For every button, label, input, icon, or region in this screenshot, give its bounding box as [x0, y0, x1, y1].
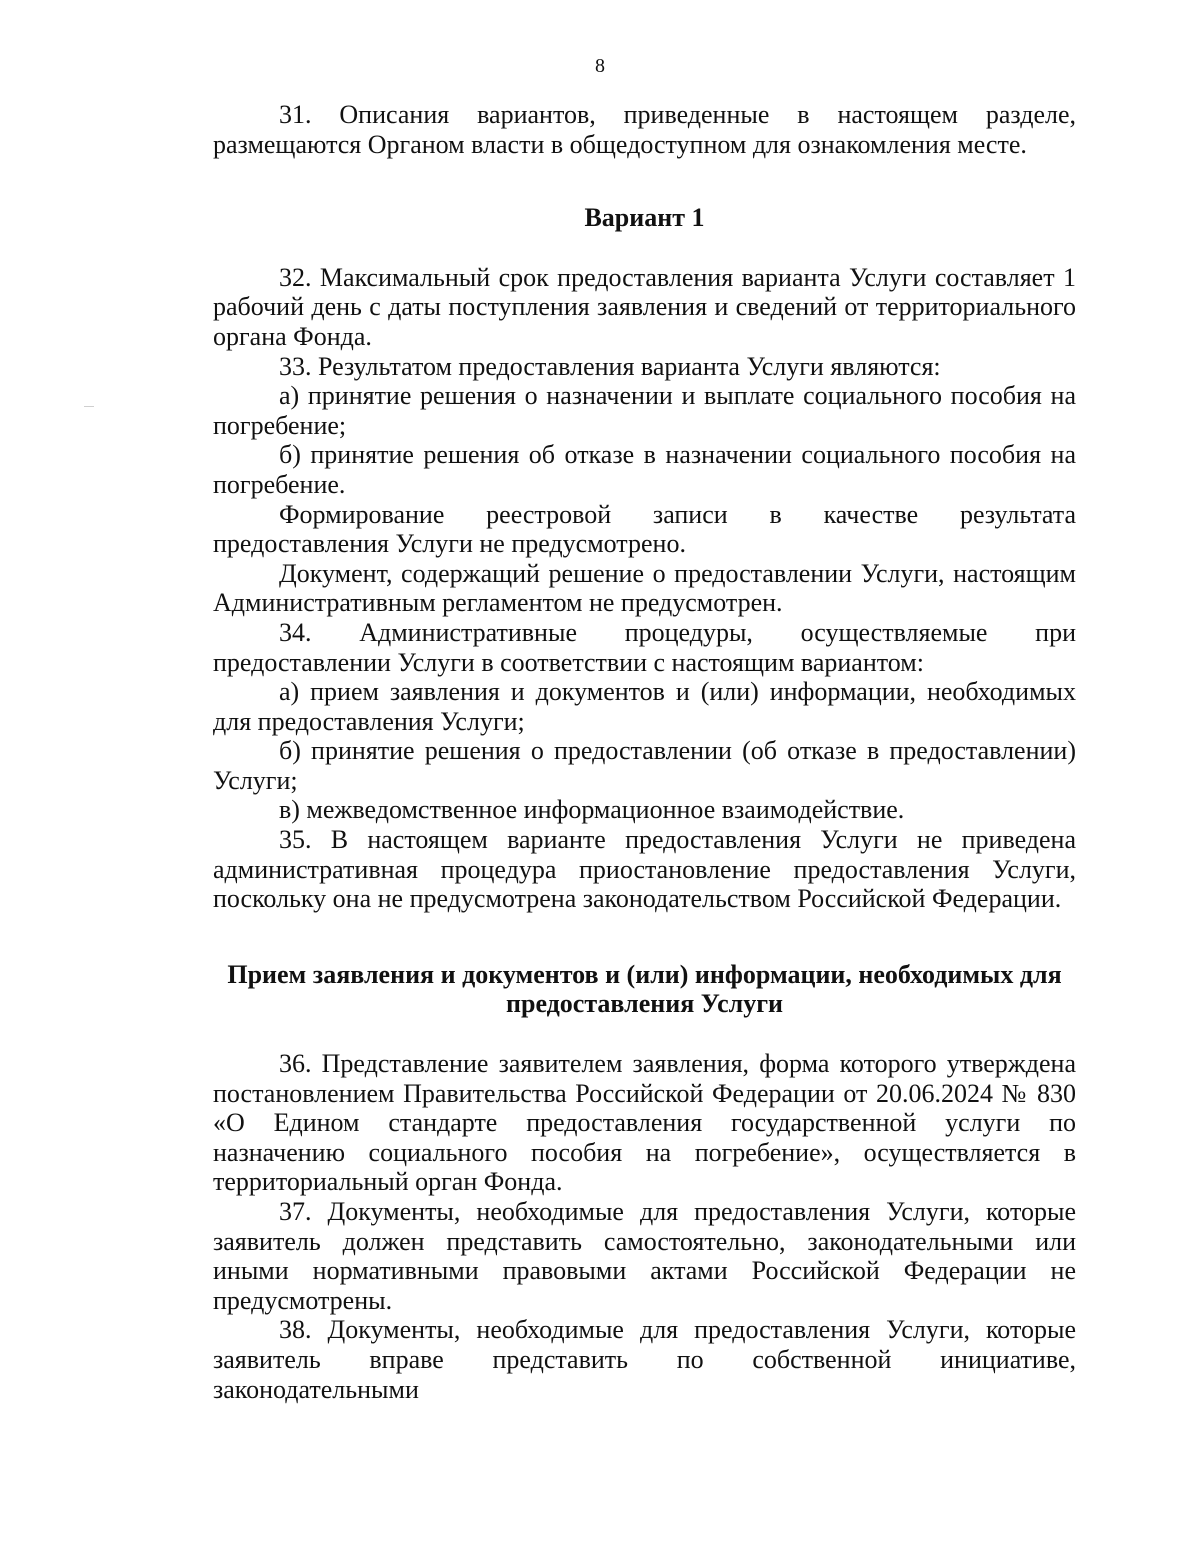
paragraph-37: 37. Документы, необходимые для предоставления Услуги, которые заявитель должен представить самостоятельно, законодательными или иными нормативными правовыми актами Российской Федерации не предусмотрены. — [213, 1197, 1076, 1315]
document-body — [213, 100, 1076, 1404]
paragraph-34: 34. Административные процедуры, осуществляемые при предоставлении Услуги в соответствии с настоящим вариантом: — [213, 617, 1076, 677]
scan-artifact — [84, 406, 94, 407]
paragraph-36: 36. Представление заявителем заявления, форма которого утверждена постановлением Правительства Российской Федерации от 20.06.2024 № 830 «О Едином стандарте предоставления государственной услуги по назначению социального пособия на погребение», осуществляется в территориальный орган Фонда. — [213, 1049, 1076, 1197]
paragraph-33: 33. Результатом предоставления варианта Услуги являются: — [279, 351, 941, 381]
heading-section: Прием заявления и документов и (или) информации, необходимых для предоставления Услуги — [227, 959, 1062, 1019]
paragraph-35: 35. В настоящем варианте предоставления Услуги не приведена административная процедура приостановление предоставления Услуги, поскольку она не предусмотрена законодательством Российской Федерации. — [213, 825, 1076, 914]
paragraph-34-v: в) межведомственное информационное взаимодействие. — [279, 795, 905, 825]
paragraph-32: 32. Максимальный срок предоставления варианта Услуги составляет 1 рабочий день с даты поступления заявления и сведений от территориального органа Фонда. — [213, 262, 1076, 351]
paragraph-33-b: б) принятие решения об отказе в назначении социального пособия на погребение. — [213, 440, 1076, 499]
page-number: 8 — [595, 55, 605, 77]
paragraph-33-a: а) принятие решения о назначении и выплате социального пособия на погребение; — [213, 381, 1076, 440]
paragraph-decision-document: Документ, содержащий решение о предоставлении Услуги, настоящим Административным регламентом не предусмотрен. — [213, 558, 1076, 618]
paragraph-34-b: б) принятие решения о предоставлении (об отказе в предоставлении) Услуги; — [213, 736, 1076, 795]
heading-variant: Вариант 1 — [584, 203, 705, 233]
paragraph-34-a: а) прием заявления и документов и (или) информации, необходимых для предоставления Услуги; — [213, 677, 1076, 736]
paragraph-registry-record: Формирование реестровой записи в качестве результата предоставления Услуги не предусмотрено. — [213, 499, 1076, 559]
paragraph-38: 38. Документы, необходимые для предоставления Услуги, которые заявитель вправе представить по собственной инициативе, законодательными — [213, 1315, 1076, 1404]
paragraph-31: 31. Описания вариантов, приведенные в настоящем разделе, размещаются Органом власти в общедоступном для ознакомления месте. — [213, 100, 1076, 159]
